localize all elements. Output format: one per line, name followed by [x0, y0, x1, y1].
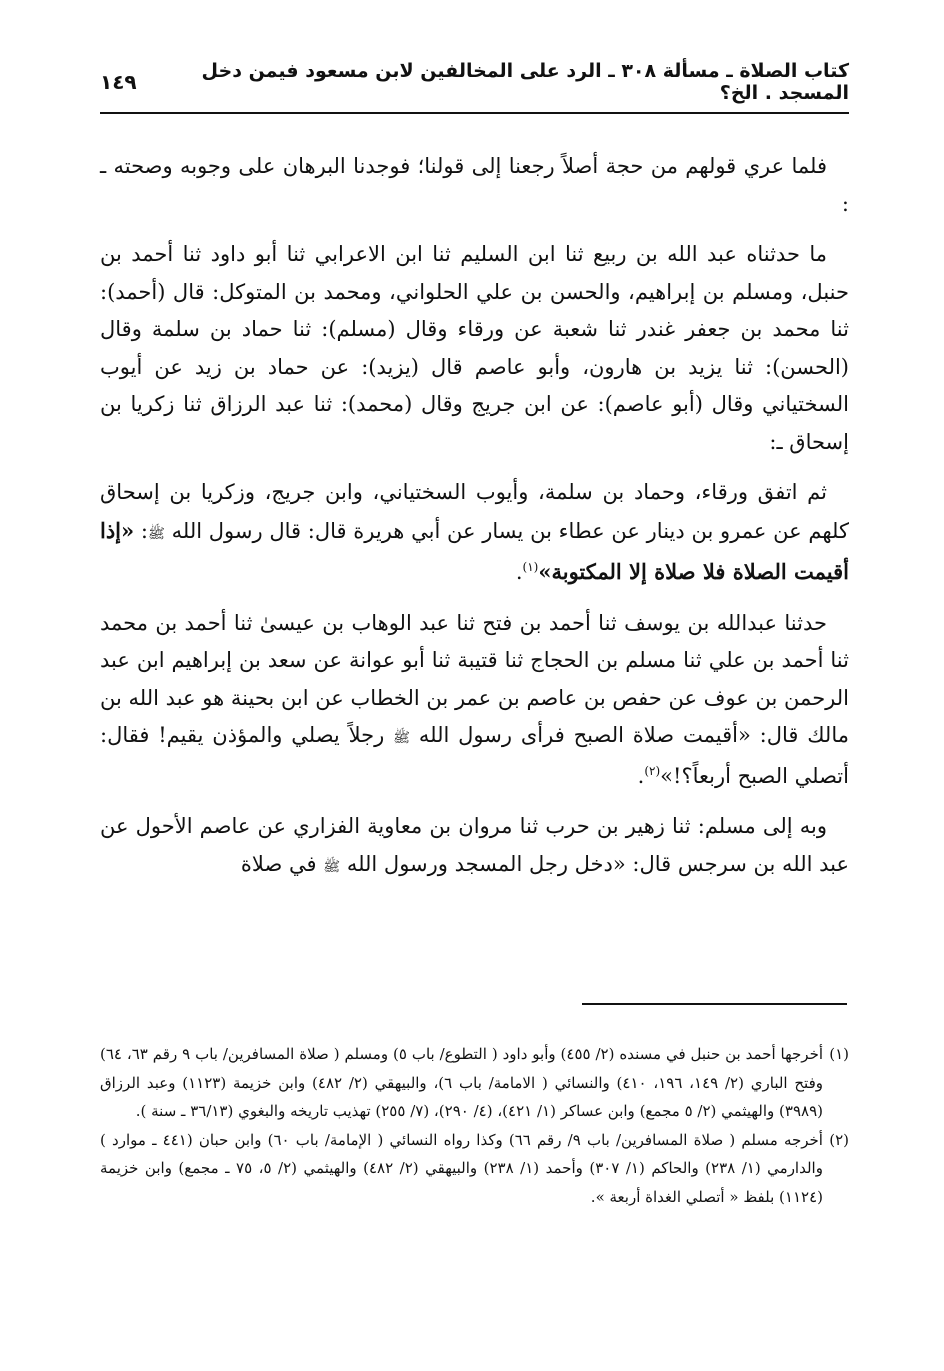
paragraph-1 [100, 148, 849, 223]
header-divider [100, 112, 849, 114]
footnote-ref-1[interactable]: (١) [522, 560, 539, 574]
footnote-text: أخرجه مسلم ( صلاة المسافرين/ باب ٩/ رقم ٦٦) وكذا رواه النسائي ( الإمامة/ باب ٦٠) وابن حبان (٤٤١ ـ موارد ) والدارمي (١/ ٢٣٨) والحاكم (١/ ٣٠٧) وأحمد (١/ ٢٣٨) والبيهقي (٢/ ٤٨٢) والهيثمي (٢/ ٥، ٧٥ ـ مجمع) وابن خزيمة (١١٢٤) بلفظ « أتصلي الغداة أربعة ». [100, 1130, 823, 1206]
paragraph-3-text: ثم اتفق ورقاء، وحماد بن سلمة، وأيوب السختياني، وابن جريج، وزكريا بن إسحاق كلهم عن عمرو بن دينار عن عطاء بن يسار عن أبي هريرة قال: قال رسول الله [100, 480, 849, 543]
page-number: ١٤٩ [100, 70, 137, 94]
footnotes [100, 1040, 849, 1211]
paragraph-3 [100, 474, 849, 592]
salawat-glyph: ﷺ [393, 730, 411, 746]
paragraph-5-continuation: في صلاة [240, 851, 317, 876]
paragraph-4-continuation: رجلاً يصلي والمؤذن يقيم! فقال: أتصلي الصبح أربعاً؟!» [100, 723, 849, 788]
paragraph-1-text: فلما عري قولهم من حجة أصلاً رجعنا إلى قولنا؛ فوجدنا البرهان على وجوبه وصحته ـ : [100, 154, 849, 216]
paragraph-3-separator: : [140, 518, 148, 543]
footnote-ref-2[interactable]: (٢) [644, 763, 661, 778]
paragraph-4-end: . [637, 763, 645, 788]
footnote-1 [100, 1040, 849, 1126]
footnote-2 [100, 1126, 849, 1212]
footnote-number: (١) [829, 1045, 850, 1063]
header-title: كتاب الصلاة ـ مسألة ٣٠٨ ـ الرد على المخالفين لابن مسعود فيمن دخل المسجد . الخ؟ [201, 60, 849, 104]
salawat-glyph: ﷺ [147, 525, 165, 542]
paragraph-4 [100, 605, 849, 796]
main-text [100, 148, 849, 899]
paragraph-4-text: حدثنا عبدالله بن يوسف ثنا أحمد بن فتح ثنا عبد الوهاب بن عيسىٰ ثنا أحمد بن محمد ثنا أحمد بن علي ثنا مسلم بن الحجاج ثنا قتيبة ثنا أبو عوانة عن سعد بن إبراهيم ابن عبد الرحمن بن عوف عن حفص بن عاصم بن عمر بن الخطاب عن ابن بحينة هو عبد الله بن مالك قال: «أقيمت صلاة الصبح فرأى رسول الله [100, 610, 849, 747]
running-header [100, 62, 849, 102]
paragraph-2-text: ما حدثناه عبد الله بن ربيع ثنا ابن السليم ثنا ابن الاعرابي ثنا أبو داود ثنا أحمد بن حنبل، ومسلم بن إبراهيم، والحسن بن علي الحلواني، ومحمد بن المتوكل: قال (أحمد): ثنا محمد بن جعفر غندر ثنا شعبة عن ورقاء وقال (مسلم): ثنا حماد بن سلمة وقال (الحسن): ثنا يزيد بن هارون، وأبو عاصم قال (يزيد): عن حماد بن زيد عن أيوب السختياني وقال (أبو عاصم): عن ابن جريج وقال (محمد): ثنا عبد الرزاق ثنا زكريا بن إسحاق ـ: [100, 242, 849, 454]
paragraph-5-text: وبه إلى مسلم: ثنا زهير بن حرب ثنا مروان بن معاوية الفزاري عن عاصم الأحول عن عبد الله بن سرجس قال: «دخل رجل المسجد ورسول الله [100, 814, 849, 876]
paragraph-5 [100, 808, 849, 886]
footnote-divider [582, 1003, 847, 1005]
footnote-text: أخرجها أحمد بن حنبل في مسنده (٢/ ٤٥٥) وأبو داود ( التطوع/ باب ٥) ومسلم ( صلاة المسافرين/ باب ٩ رقم ٦٣، ٦٤) وفتح الباري (٢/ ١٤٩، ١٩٦، ٤١٠) والنسائي ( الامامة/ باب ٦)، والبيهقي (٢/ ٤٨٢) وابن خزيمة (١١٢٣) وعبد الرزاق (٣٩٨٩) والهيثمي (٢/ ٥ مجمع) وابن عساكر (١/ ٤٢١)، (٤/ ٢٩٠)، (٧/ ٢٥٥) تهذيب تاريخه والبغوي (٣٦/١٣ ـ سنة ). [100, 1045, 824, 1120]
paragraph-3-end: . [515, 560, 523, 584]
footnote-number: (٢) [829, 1130, 849, 1149]
hadith-quote-1: «إذا أقيمت الصلاة فلا صلاة إلا المكتوبة» [100, 517, 849, 584]
paragraph-2 [100, 236, 849, 461]
salawat-glyph: ﷺ [323, 858, 341, 875]
